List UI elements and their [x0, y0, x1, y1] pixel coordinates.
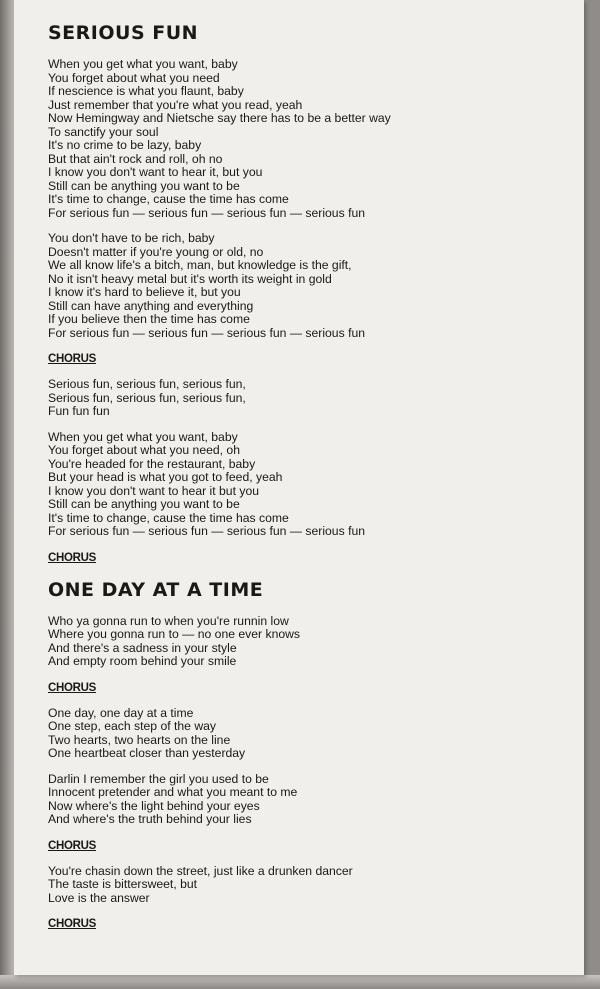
- lyric-line: Innocent pretender and what you meant to me: [48, 785, 298, 799]
- lyric-line: We all know life's a bitch, man, but knowledge is the gift,: [48, 258, 352, 272]
- chorus-marker: CHORUS: [48, 918, 97, 930]
- lyric-line: I know you don't want to hear it but you: [48, 483, 259, 498]
- lyric-line: To sanctify your soul: [48, 124, 159, 139]
- lyric-stanza: [48, 232, 568, 340]
- lyric-line: When you get what you want, baby: [48, 429, 238, 444]
- lyrics-content: [48, 22, 568, 943]
- lyric-line: One step, each step of the way: [48, 719, 217, 733]
- lyric-line: Darlin I remember the girl you used to be: [48, 771, 269, 786]
- song-title: SERIOUS FUN: [48, 22, 199, 44]
- background-left: [0, 0, 14, 989]
- lyric-stanza: [48, 58, 568, 220]
- lyric-line: Now where's the light behind your eyes: [48, 798, 260, 813]
- lyric-line: You forget about what you need, oh: [48, 443, 240, 457]
- lyric-line: I know it's hard to believe it, but you: [48, 285, 241, 299]
- lyric-line: Who ya gonna run to when you're runnin low: [48, 613, 289, 628]
- lyric-stanza: [48, 773, 568, 827]
- lyric-line: If you believe then the time has come: [48, 312, 250, 326]
- lyric-line: One day, one day at a time: [48, 705, 194, 720]
- lyric-line: I know you don't want to hear it, but you: [48, 165, 263, 179]
- lyric-line: Now Hemingway and Nietsche say there has to be a better way: [48, 111, 391, 125]
- lyric-line: Serious fun, serious fun, serious fun,: [48, 377, 246, 391]
- lyric-line: For serious fun — serious fun — serious fun — serious fun: [48, 205, 366, 220]
- lyric-line: Love is the answer: [48, 890, 150, 905]
- lyric-line: But your head is what you got to feed, yeah: [48, 470, 283, 484]
- lyric-line: If nescience is what you flaunt, baby: [48, 84, 244, 98]
- lyric-line: Serious fun, serious fun, serious fun,: [48, 390, 246, 405]
- lyric-line: But that ain't rock and roll, oh no: [48, 151, 223, 166]
- lyric-line: Where you gonna run to — no one ever knows: [48, 627, 301, 641]
- lyric-line: You're chasin down the street, just like a drunken dancer: [48, 863, 353, 878]
- lyric-line: For serious fun — serious fun — serious fun — serious fun: [48, 325, 366, 340]
- chorus-marker: CHORUS: [48, 681, 97, 694]
- lyric-line: Doesn't matter if you're young or old, no: [48, 244, 264, 259]
- lyric-line: And where's the truth behind your lies: [48, 812, 252, 826]
- lyric-line: Still can be anything you want to be: [48, 178, 240, 193]
- lyric-line: When you get what you want, baby: [48, 57, 238, 71]
- lyric-line: Still can be anything you want to be: [48, 497, 240, 511]
- lyric-line: Two hearts, two hearts on the line: [48, 732, 231, 747]
- chorus-marker: CHORUS: [48, 839, 97, 852]
- lyric-line: You don't have to be rich, baby: [48, 231, 215, 245]
- lyric-line: You forget about what you need: [48, 70, 220, 85]
- lyric-line: Fun fun fun: [48, 404, 110, 418]
- lyric-line: For serious fun — serious fun — serious fun — serious fun: [48, 524, 366, 538]
- lyric-line: You're headed for the restaurant, baby: [48, 456, 256, 471]
- lyric-line: No it isn't heavy metal but it's worth its weight in gold: [48, 271, 332, 286]
- lyric-line: Still can have anything and everything: [48, 298, 254, 313]
- lyric-stanza: [48, 615, 568, 669]
- lyric-stanza: [48, 378, 568, 419]
- chorus-marker: CHORUS: [48, 551, 97, 564]
- lyric-stanza: [48, 865, 568, 906]
- lyric-line: The taste is bittersweet, but: [48, 877, 198, 891]
- lyric-line: It's no crime to be lazy, baby: [48, 138, 202, 152]
- lyric-line: And empty room behind your smile: [48, 654, 237, 668]
- chorus-marker: CHORUS: [48, 353, 97, 365]
- lyric-line: One heartbeat closer than yesterday: [48, 746, 246, 760]
- lyric-line: It's time to change, cause the time has come: [48, 510, 289, 525]
- background-bottom: [0, 975, 600, 989]
- lyric-stanza: [48, 431, 568, 539]
- lyric-line: Just remember that you're what you read, yeah: [48, 97, 303, 112]
- lyrics-sheet: [14, 0, 584, 975]
- lyric-line: And there's a sadness in your style: [48, 640, 237, 655]
- lyric-line: It's time to change, cause the time has come: [48, 192, 289, 206]
- song-title: ONE DAY AT A TIME: [48, 578, 264, 601]
- lyric-stanza: [48, 707, 568, 761]
